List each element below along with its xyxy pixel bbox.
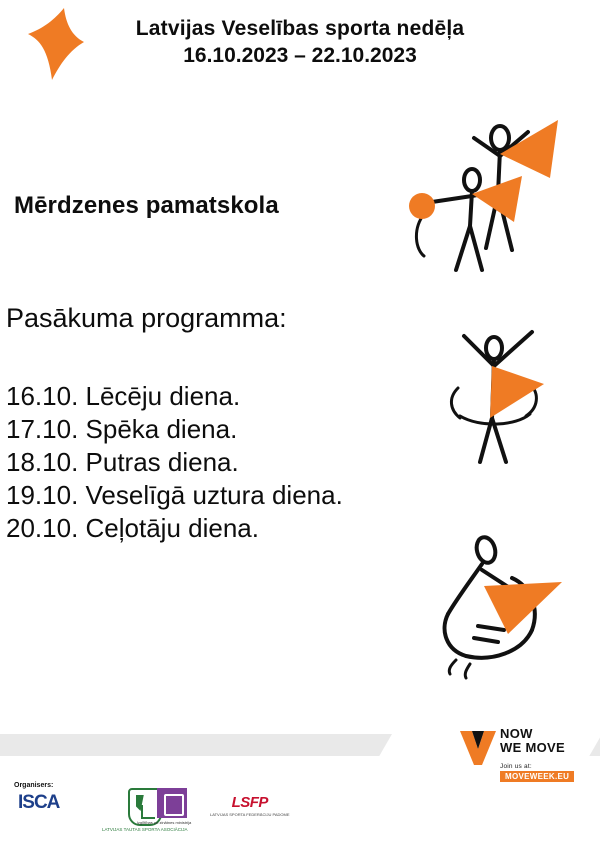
lsfp-logo	[210, 794, 290, 817]
isca-logo	[18, 792, 59, 814]
programme-schedule	[6, 380, 366, 545]
nowwemove-logo	[458, 726, 590, 781]
izm-logo-mark	[157, 788, 187, 818]
moveweek-url-badge[interactable]: MOVEWEEK.EU	[500, 771, 574, 782]
programme-title: Pasākuma programma:	[6, 303, 287, 333]
izm-logo	[136, 788, 194, 825]
isca-logo-text: ISCA	[18, 792, 60, 813]
organisers-logos	[14, 788, 294, 840]
cyclist-figure	[412, 520, 592, 690]
schedule-item: 20.10. Ceļotāju diena.	[6, 513, 259, 544]
schedule-item: 16.10. Lēcēju diena.	[6, 381, 241, 411]
school-name: Mērdzenes pamatskola	[14, 192, 279, 219]
nowwemove-line1: NOW	[500, 726, 533, 741]
schedule-item: 17.10. Spēka diena.	[6, 414, 238, 445]
lsfp-logo-caption: LATVIJAS SPORTA FEDERĀCIJU PADOME	[210, 812, 290, 817]
lasf-logo-caption: LATVIJAS TAUTAS SPORTA ASOCIĀCIJA	[102, 827, 188, 832]
header-title: Latvijas Veselības sporta nedēļa	[135, 17, 465, 40]
poster-header	[0, 16, 600, 70]
hula-hoop-figure	[420, 310, 580, 475]
schedule-item: 18.10. Putras diena.	[6, 447, 239, 478]
nowwemove-line2: WE MOVE	[500, 740, 565, 755]
nowwemove-mark-icon	[458, 727, 498, 767]
organisers-label: Organisers:	[14, 782, 54, 789]
schedule-item: 19.10. Veselīgā uztura diena.	[6, 480, 343, 511]
header-dates: 16.10.2023 – 22.10.2023	[183, 43, 417, 67]
nowwemove-join-label: Join us at:	[500, 763, 532, 770]
lsfp-logo-text: LSFP	[231, 794, 268, 811]
izm-logo-caption: Izglītības un zinātnes ministrija	[136, 820, 192, 825]
basketball-players-figure	[382, 98, 592, 278]
